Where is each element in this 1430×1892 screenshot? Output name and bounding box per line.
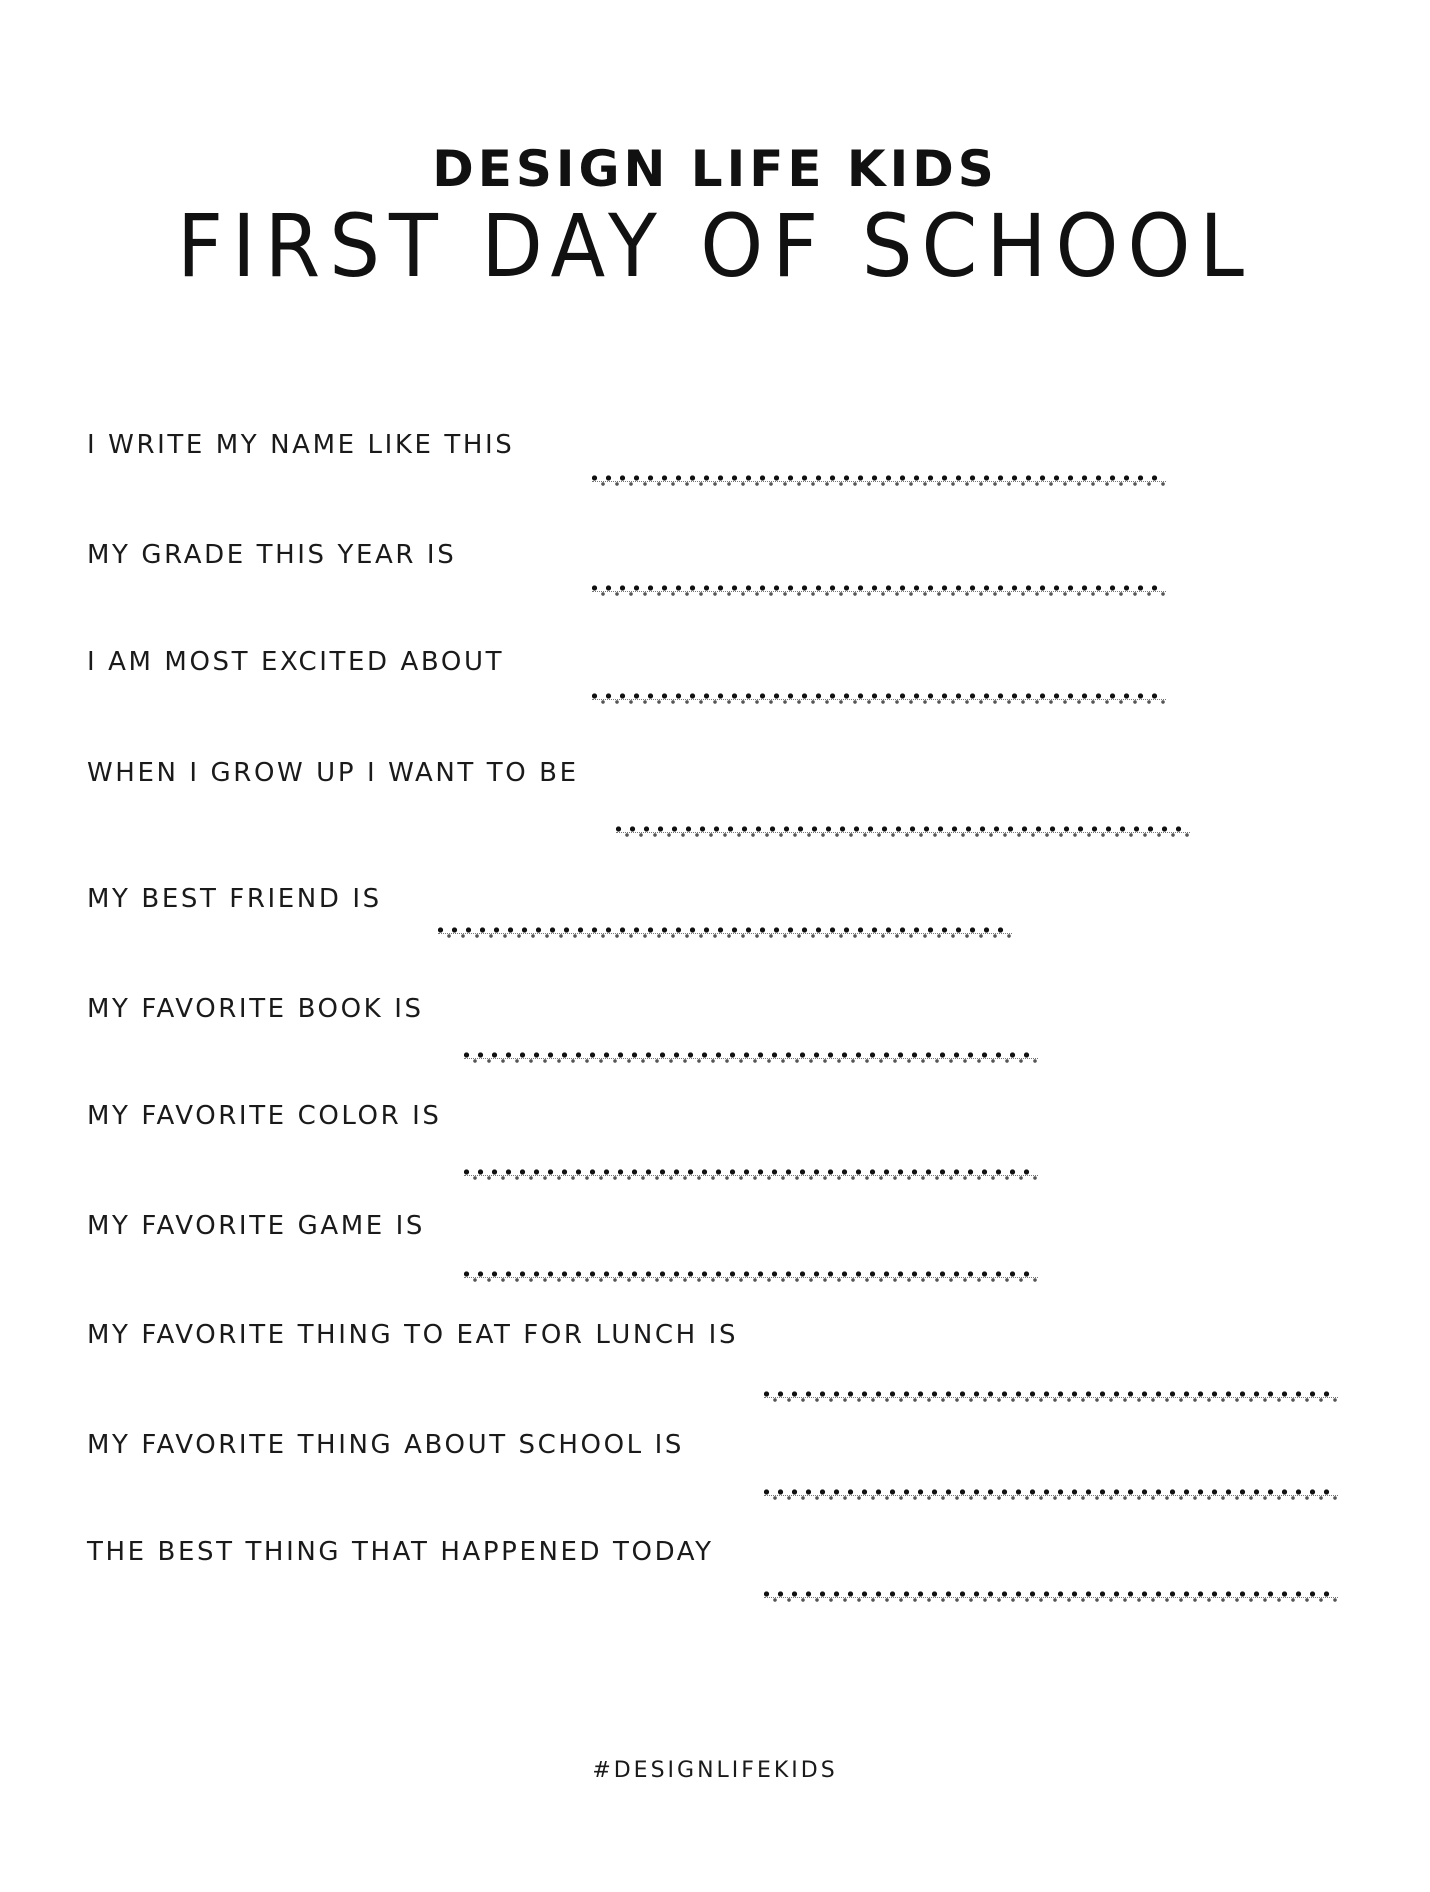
answer-line-grow-up[interactable]: [616, 825, 1190, 839]
prompt-best-friend: MY BEST FRIEND IS: [87, 884, 382, 914]
answer-line-excited[interactable]: [592, 692, 1166, 706]
prompt-game: MY FAVORITE GAME IS: [87, 1211, 426, 1241]
answer-line-best-friend[interactable]: [438, 926, 1012, 940]
prompt-grade: MY GRADE THIS YEAR IS: [87, 540, 457, 570]
answer-line-color[interactable]: [464, 1168, 1038, 1182]
answer-line-school[interactable]: [764, 1488, 1338, 1502]
footer-hashtag: #DESIGNLIFEKIDS: [592, 1758, 838, 1783]
answer-line-book[interactable]: [464, 1051, 1038, 1065]
answer-line-game[interactable]: [464, 1270, 1038, 1284]
prompt-book: MY FAVORITE BOOK IS: [87, 994, 424, 1024]
answer-line-best-thing[interactable]: [764, 1590, 1338, 1604]
prompt-color: MY FAVORITE COLOR IS: [87, 1101, 442, 1131]
answer-line-name[interactable]: [592, 474, 1166, 488]
prompt-lunch: MY FAVORITE THING TO EAT FOR LUNCH IS: [87, 1320, 739, 1350]
prompt-school: MY FAVORITE THING ABOUT SCHOOL IS: [87, 1430, 685, 1460]
prompt-excited: I AM MOST EXCITED ABOUT: [87, 647, 505, 677]
prompt-grow-up: WHEN I GROW UP I WANT TO BE: [87, 758, 579, 788]
prompt-name: I WRITE MY NAME LIKE THIS: [87, 430, 515, 460]
page-title: FIRST DAY OF SCHOOL: [177, 196, 1253, 297]
answer-line-grade[interactable]: [592, 584, 1166, 598]
prompt-best-thing: THE BEST THING THAT HAPPENED TODAY: [87, 1537, 714, 1567]
answer-line-lunch[interactable]: [764, 1390, 1338, 1404]
brand-heading: DESIGN LIFE KIDS: [432, 140, 998, 198]
